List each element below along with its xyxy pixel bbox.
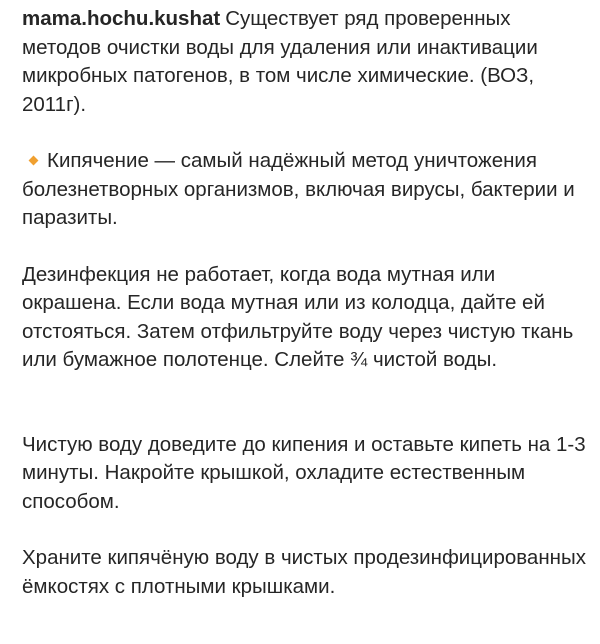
- caption-disinfection-paragraph: Дезинфекция не работает, когда вода мутная или окрашена. Если вода мутная или из колодца, дайте ей отстояться. Затем отфильтруйте воду через чистую ткань или бумажное полотенце. Слейте ¾ чистой воды.: [22, 262, 574, 371]
- paragraph-spacer: [22, 233, 588, 261]
- paragraph-spacer: [22, 516, 588, 544]
- caption-intro-text: Существует ряд проверенных методов очистки воды для удаления или инактивации микробных патогенов, в том числе химические. (ВОЗ, 2011г).: [22, 7, 538, 116]
- caption-boiling-text: Кипячение — самый надёжный метод уничтожения болезнетворных организмов, включая вирусы, бактерии и паразиты.: [22, 149, 575, 229]
- caption-storage-paragraph: Храните кипячёную воду в чистых продезинфицированных ёмкостях с плотными крышками.: [22, 546, 586, 598]
- paragraph-spacer: [22, 375, 588, 431]
- orange-diamond-icon: [29, 155, 39, 165]
- username-link[interactable]: mama.hochu.kushat: [22, 7, 221, 30]
- caption-boiling-paragraph: [22, 147, 588, 233]
- caption-boil-instructions-paragraph: Чистую воду доведите до кипения и оставьте кипеть на 1-3 минуты. Накройте крышкой, охладите естественным способом.: [22, 432, 586, 513]
- paragraph-spacer: [22, 119, 588, 147]
- caption-intro-paragraph: [22, 5, 588, 119]
